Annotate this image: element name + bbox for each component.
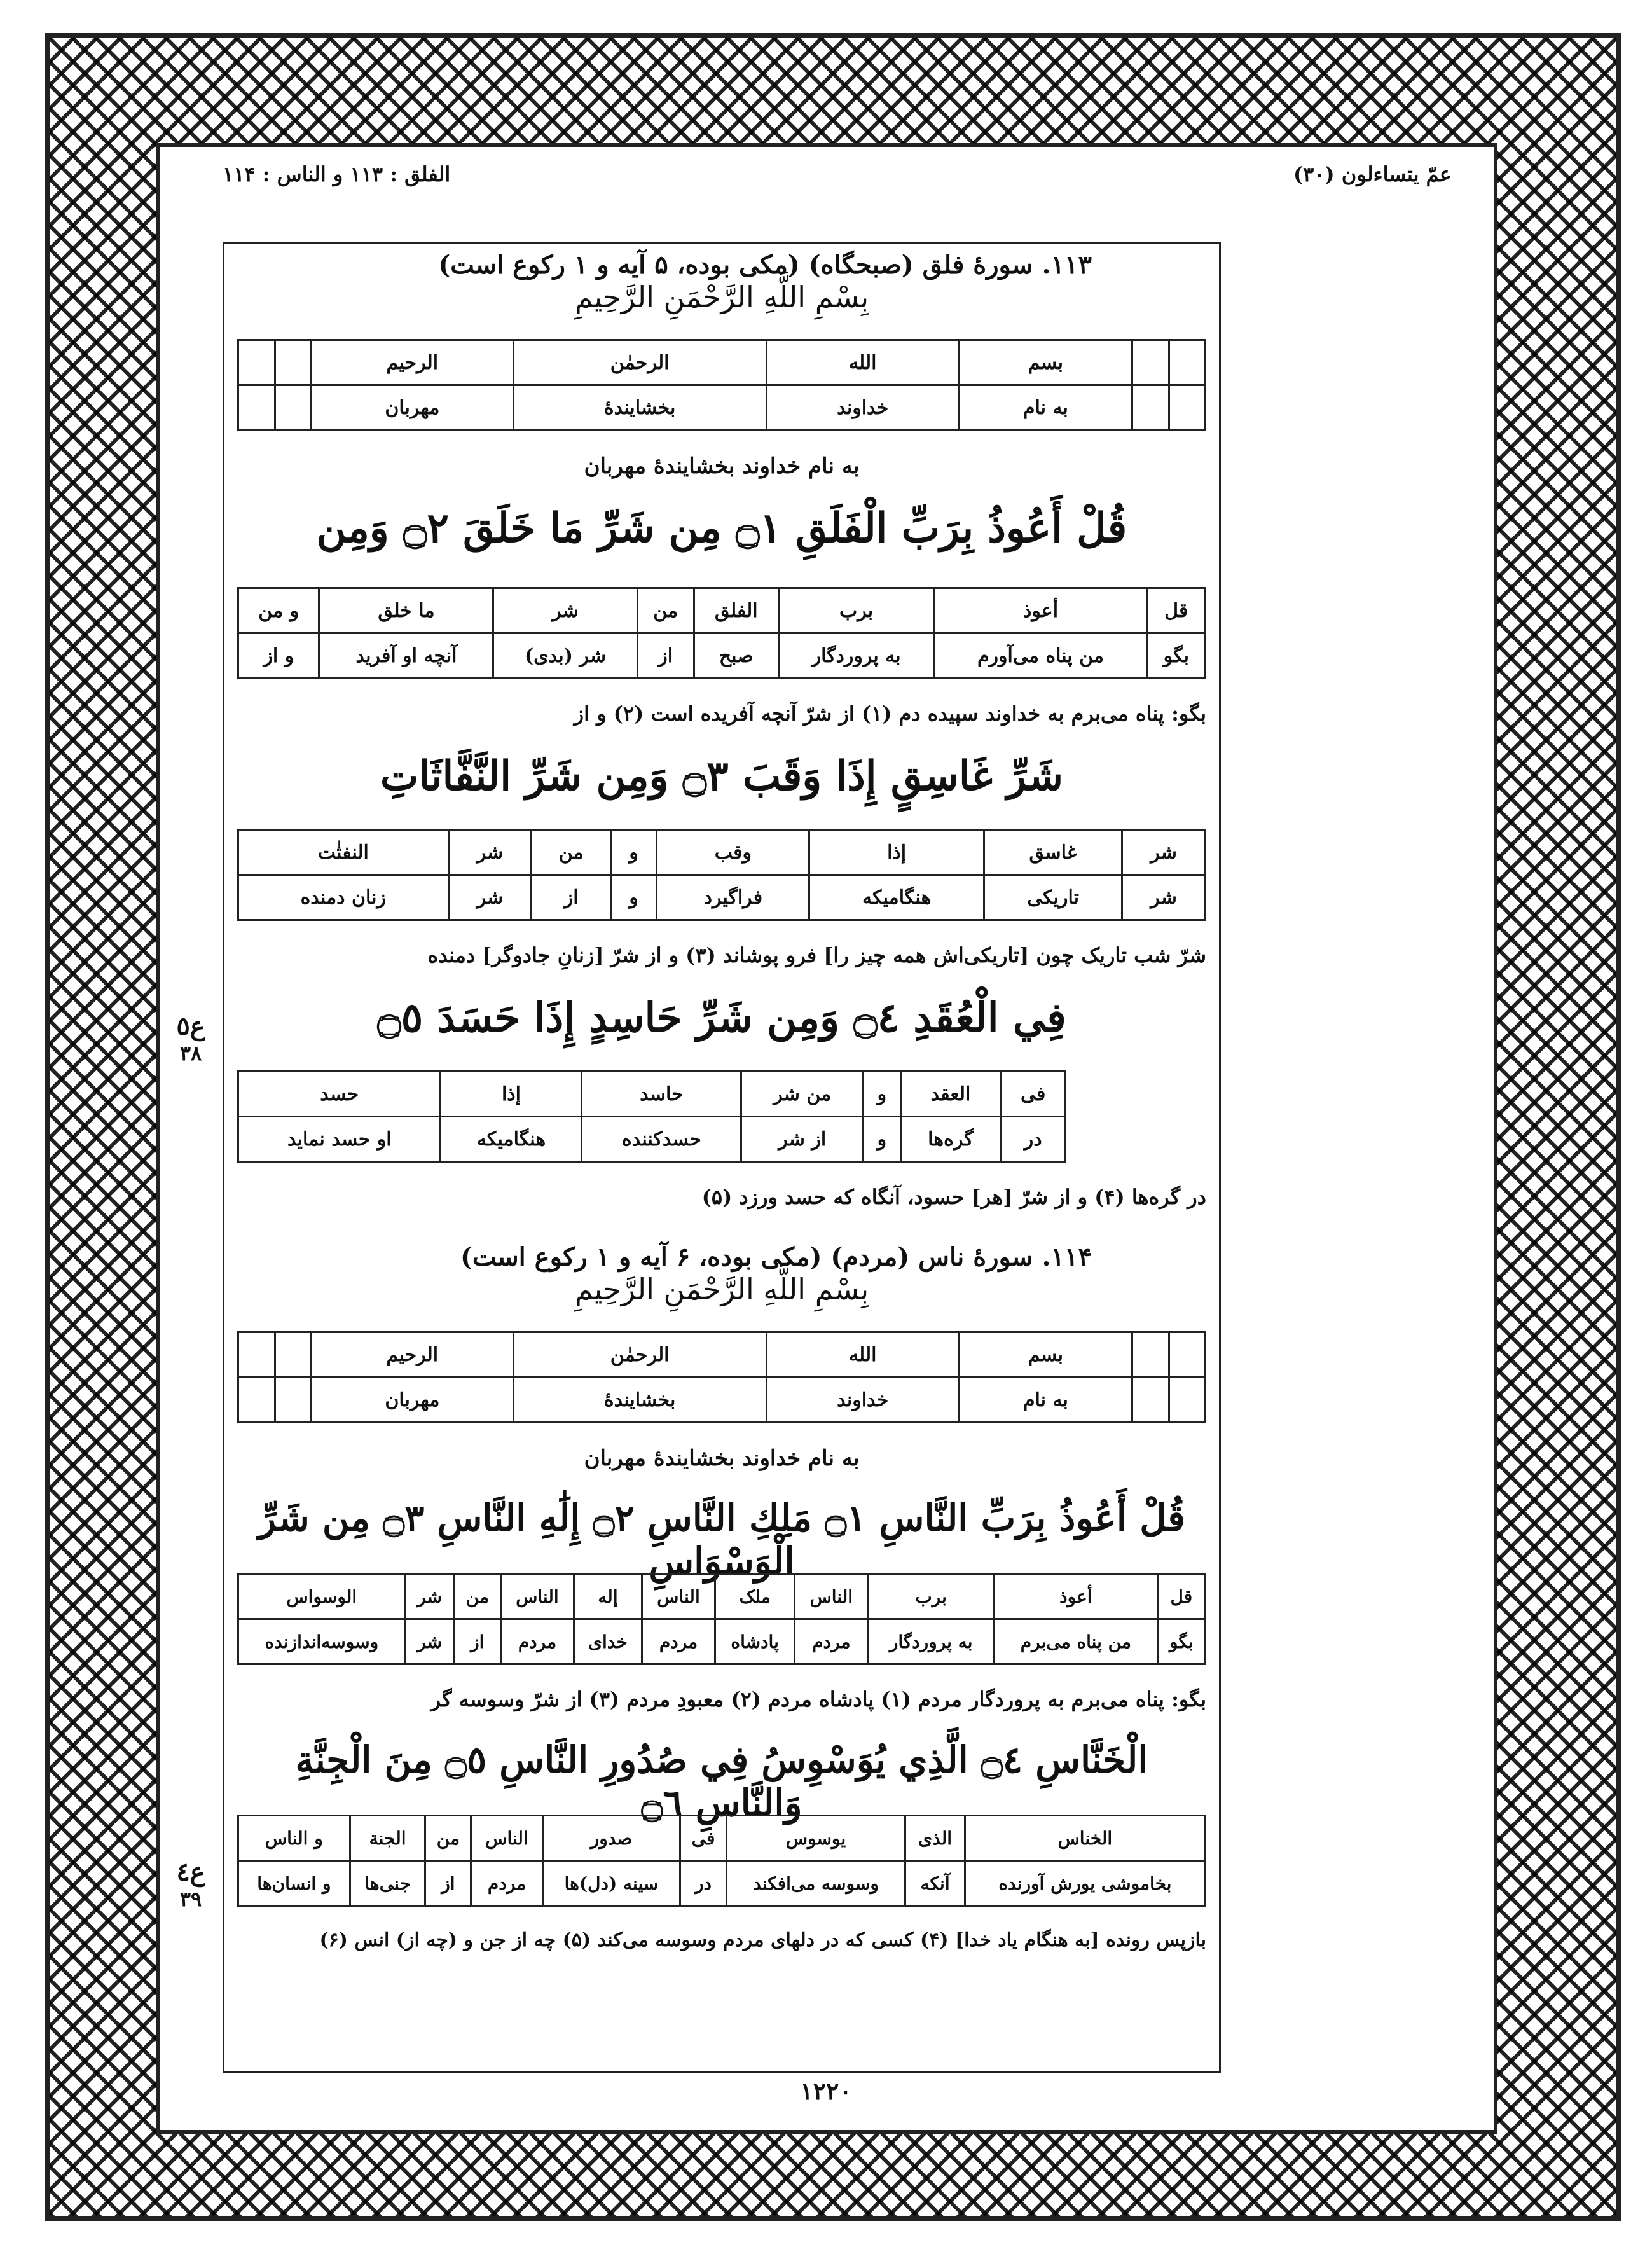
table-cell: الرحیم (312, 340, 514, 385)
bismillah: بِسْمِ اللَّهِ الرَّحْمَنِ الرَّحِيمِ (574, 280, 869, 314)
table-cell: إذا (809, 830, 984, 875)
bism-table (237, 1331, 1206, 1423)
table-cell: أعوذ (934, 588, 1147, 633)
table-cell: الرحمٰن (513, 1332, 766, 1378)
table-cell: شر (448, 875, 532, 920)
table-cell: و انسان‌ها (238, 1861, 350, 1906)
table-cell: به پروردگار (778, 633, 934, 679)
table-cell: وسوسه می‌افکند (726, 1861, 905, 1906)
table-cell: إذا (441, 1072, 582, 1117)
word-table (237, 587, 1206, 679)
table-cell: الناس (642, 1574, 715, 1619)
word-table (237, 829, 1206, 921)
table-cell: مردم (795, 1619, 868, 1664)
table-cell: هنگامیکه (809, 875, 984, 920)
table-cell (275, 385, 311, 431)
table-cell (238, 1332, 275, 1378)
table-cell: از (454, 1619, 500, 1664)
table-cell (275, 1332, 311, 1378)
ruku-mark: ع٤ ۳۹ (176, 1857, 205, 1911)
table-cell: من (532, 830, 611, 875)
table-cell: یوسوس (726, 1816, 905, 1861)
table-cell (1169, 340, 1205, 385)
table-cell: وسوسه‌اندازنده (238, 1619, 406, 1664)
table-cell: غاسق (984, 830, 1122, 875)
table-cell: حسدکننده (582, 1117, 741, 1162)
table-cell: الوسواس (238, 1574, 406, 1619)
table-cell: به نام (959, 385, 1132, 431)
table-cell: زنان دمنده (238, 875, 449, 920)
table-cell: صدور (542, 1816, 680, 1861)
table-cell: برب (868, 1574, 995, 1619)
table-cell: مهربان (312, 1378, 514, 1423)
table-cell: به نام (959, 1378, 1132, 1423)
bism-translation: به نام خداوند بخشایندهٔ مهربان (584, 453, 860, 479)
table-cell: شر (1122, 830, 1206, 875)
table-cell: گره‌ها (900, 1117, 1001, 1162)
table-cell (1132, 385, 1169, 431)
table-cell: به پروردگار (868, 1619, 995, 1664)
table-cell: تاریکی (984, 875, 1122, 920)
word-table (237, 1815, 1206, 1907)
table-cell: آنچه او آفرید (319, 633, 493, 679)
table-cell: وقب (657, 830, 809, 875)
table-cell (238, 1378, 275, 1423)
table-cell: هنگامیکه (441, 1117, 582, 1162)
table-cell: فی (680, 1816, 726, 1861)
surah-113-header (237, 250, 1206, 314)
ayah-line: فِي الْعُقَدِ ۝٤ وَمِن شَرِّ حَاسِدٍ إِذَا حَسَدَ ۝٥ (377, 994, 1066, 1042)
ayah-line: الْخَنَّاسِ ۝٤ الَّذِي يُوَسْوِسُ فِي صُدُورِ النَّاسِ ۝٥ مِنَ الْجِنَّةِ وَالنَّاسِ ۝٦ (295, 1738, 1148, 1825)
table-cell: الناس (471, 1816, 542, 1861)
table-cell: مردم (471, 1861, 542, 1906)
table-cell: صبح (694, 633, 778, 679)
table-cell: من (454, 1574, 500, 1619)
ayah-line: شَرِّ غَاسِقٍ إِذَا وَقَبَ ۝٣ وَمِن شَرِّ النَّفَّاثَاتِ (380, 752, 1064, 800)
table-cell (275, 340, 311, 385)
table-cell: الذی (905, 1816, 965, 1861)
table-cell: الجنة (350, 1816, 425, 1861)
table-cell (275, 1378, 311, 1423)
table-cell: الرحیم (312, 1332, 514, 1378)
table-cell: بخاموشی یورش آورنده (965, 1861, 1205, 1906)
table-cell: آنکه (905, 1861, 965, 1906)
table-cell (1169, 1332, 1205, 1378)
table-cell: من پناه می‌برم (995, 1619, 1158, 1664)
content-box (223, 242, 1221, 2073)
translation: بگو: پناه می‌برم به خداوند سپیده دم (۱) از شرّ آنچه آفریده است (۲) و از (574, 702, 1206, 726)
surah-title: ۱۱۴. سورهٔ ناس (مردم) (مکی بوده، ۶ آیه و ۱ رکوع است) (460, 1242, 1092, 1272)
table-cell: برب (778, 588, 934, 633)
table-cell: مهربان (312, 385, 514, 431)
table-cell: پادشاه (715, 1619, 794, 1664)
table-cell: شر (405, 1619, 454, 1664)
surah-title: ۱۱۳. سورهٔ فلق (صبحگاه) (مکی بوده، ۵ آیه و ۱ رکوع است) (438, 250, 1092, 280)
table-cell: از (425, 1861, 471, 1906)
table-cell: من شر (741, 1072, 864, 1117)
table-cell: النفثٰت (238, 830, 449, 875)
table-cell: بخشایندهٔ (513, 1378, 766, 1423)
table-cell: خداوند (766, 385, 959, 431)
ayah-line: قُلْ أَعُوذُ بِرَبِّ الْفَلَقِ ۝١ مِن شَرِّ مَا خَلَقَ ۝٢ وَمِن (316, 504, 1127, 552)
table-cell: سینه (دل)ها (542, 1861, 680, 1906)
table-cell: من (425, 1816, 471, 1861)
table-cell: مردم (642, 1619, 715, 1664)
table-cell: در (680, 1861, 726, 1906)
table-cell: حسد (238, 1072, 441, 1117)
table-cell: شر (448, 830, 532, 875)
table-cell (1132, 340, 1169, 385)
table-cell: فی (1001, 1072, 1066, 1117)
header-left: الفلق : ۱۱۳ و الناس : ۱۱۴ (223, 162, 451, 186)
word-table (237, 1070, 1066, 1163)
table-cell: قل (1147, 588, 1205, 633)
table-cell: شر (بدی) (493, 633, 637, 679)
table-cell: ما خلق (319, 588, 493, 633)
header-right: عمّ یتساءلون (۳۰) (1293, 162, 1452, 186)
table-cell: و من (238, 588, 319, 633)
table-cell: از شر (741, 1117, 864, 1162)
table-cell: حاسد (582, 1072, 741, 1117)
translation: بگو: پناه می‌برم به پروردگار مردم (۱) پادشاه مردم (۲) معبودِ مردم (۳) از شرّ وسوسه گر (430, 1687, 1206, 1711)
table-cell (1132, 1332, 1169, 1378)
table-cell: إله (574, 1574, 642, 1619)
table-cell: الناس (795, 1574, 868, 1619)
ayah-line: قُلْ أَعُوذُ بِرَبِّ النَّاسِ ۝١ مَلِكِ النَّاسِ ۝٢ إِلَٰهِ النَّاسِ ۝٣ مِن شَرِّ الْوَسْوَاسِ (258, 1497, 1185, 1583)
table-cell: و (611, 830, 657, 875)
table-cell: و الناس (238, 1816, 350, 1861)
table-cell: از (532, 875, 611, 920)
table-cell: بسم (959, 340, 1132, 385)
table-cell: فراگیرد (657, 875, 809, 920)
table-cell: من پناه می‌آورم (934, 633, 1147, 679)
table-cell: أعوذ (995, 1574, 1158, 1619)
table-cell: الناس (501, 1574, 574, 1619)
table-cell: شر (405, 1574, 454, 1619)
word-table (237, 1573, 1206, 1665)
table-cell: قل (1157, 1574, 1205, 1619)
table-cell: الرحمٰن (513, 340, 766, 385)
table-cell (1169, 1378, 1205, 1423)
table-cell: از (637, 633, 694, 679)
translation: شرّ شب تاریک چون [تاریکی‌اش همه چیز را] فرو پوشاند (۳) و از شرّ [زنانِ جادوگر] دمنده (427, 943, 1206, 967)
surah-114-header (237, 1242, 1206, 1306)
table-cell: و (864, 1117, 900, 1162)
table-cell: و (864, 1072, 900, 1117)
table-cell: بگو (1147, 633, 1205, 679)
table-cell: بسم (959, 1332, 1132, 1378)
table-cell: شر (493, 588, 637, 633)
table-cell: العقد (900, 1072, 1001, 1117)
translation: در گره‌ها (۴) و از شرّ [هر] حسود، آنگاه که حسد ورزد (۵) (701, 1185, 1206, 1209)
table-cell (1169, 385, 1205, 431)
ruku-mark: ع٥ ۳۸ (176, 1011, 205, 1065)
table-cell: الله (766, 340, 959, 385)
table-cell: خدای (574, 1619, 642, 1664)
table-cell: بگو (1157, 1619, 1205, 1664)
bism-translation: به نام خداوند بخشایندهٔ مهربان (584, 1446, 860, 1471)
table-cell: الفلق (694, 588, 778, 633)
page-number: ۱۲۲۰ (800, 2077, 852, 2105)
table-cell: من (637, 588, 694, 633)
table-cell: شر (1122, 875, 1206, 920)
table-cell (238, 385, 275, 431)
table-cell: او حسد نماید (238, 1117, 441, 1162)
table-cell: خداوند (766, 1378, 959, 1423)
table-cell: در (1001, 1117, 1066, 1162)
table-cell: الخناس (965, 1816, 1205, 1861)
translation: بازپس رونده [به هنگام یاد خدا] (۴) کسی که در دلهای مردم وسوسه می‌کند (۵) چه از جن و (چه از) انس (۶) (319, 1929, 1206, 1951)
table-cell: و (611, 875, 657, 920)
table-cell (1132, 1378, 1169, 1423)
table-cell: مردم (501, 1619, 574, 1664)
table-cell: الله (766, 1332, 959, 1378)
table-cell (238, 340, 275, 385)
table-cell: ملک (715, 1574, 794, 1619)
bism-table (237, 339, 1206, 431)
table-cell: جنی‌ها (350, 1861, 425, 1906)
bismillah: بِسْمِ اللَّهِ الرَّحْمَنِ الرَّحِيمِ (574, 1272, 869, 1306)
table-cell: و از (238, 633, 319, 679)
table-cell: بخشایندهٔ (513, 385, 766, 431)
